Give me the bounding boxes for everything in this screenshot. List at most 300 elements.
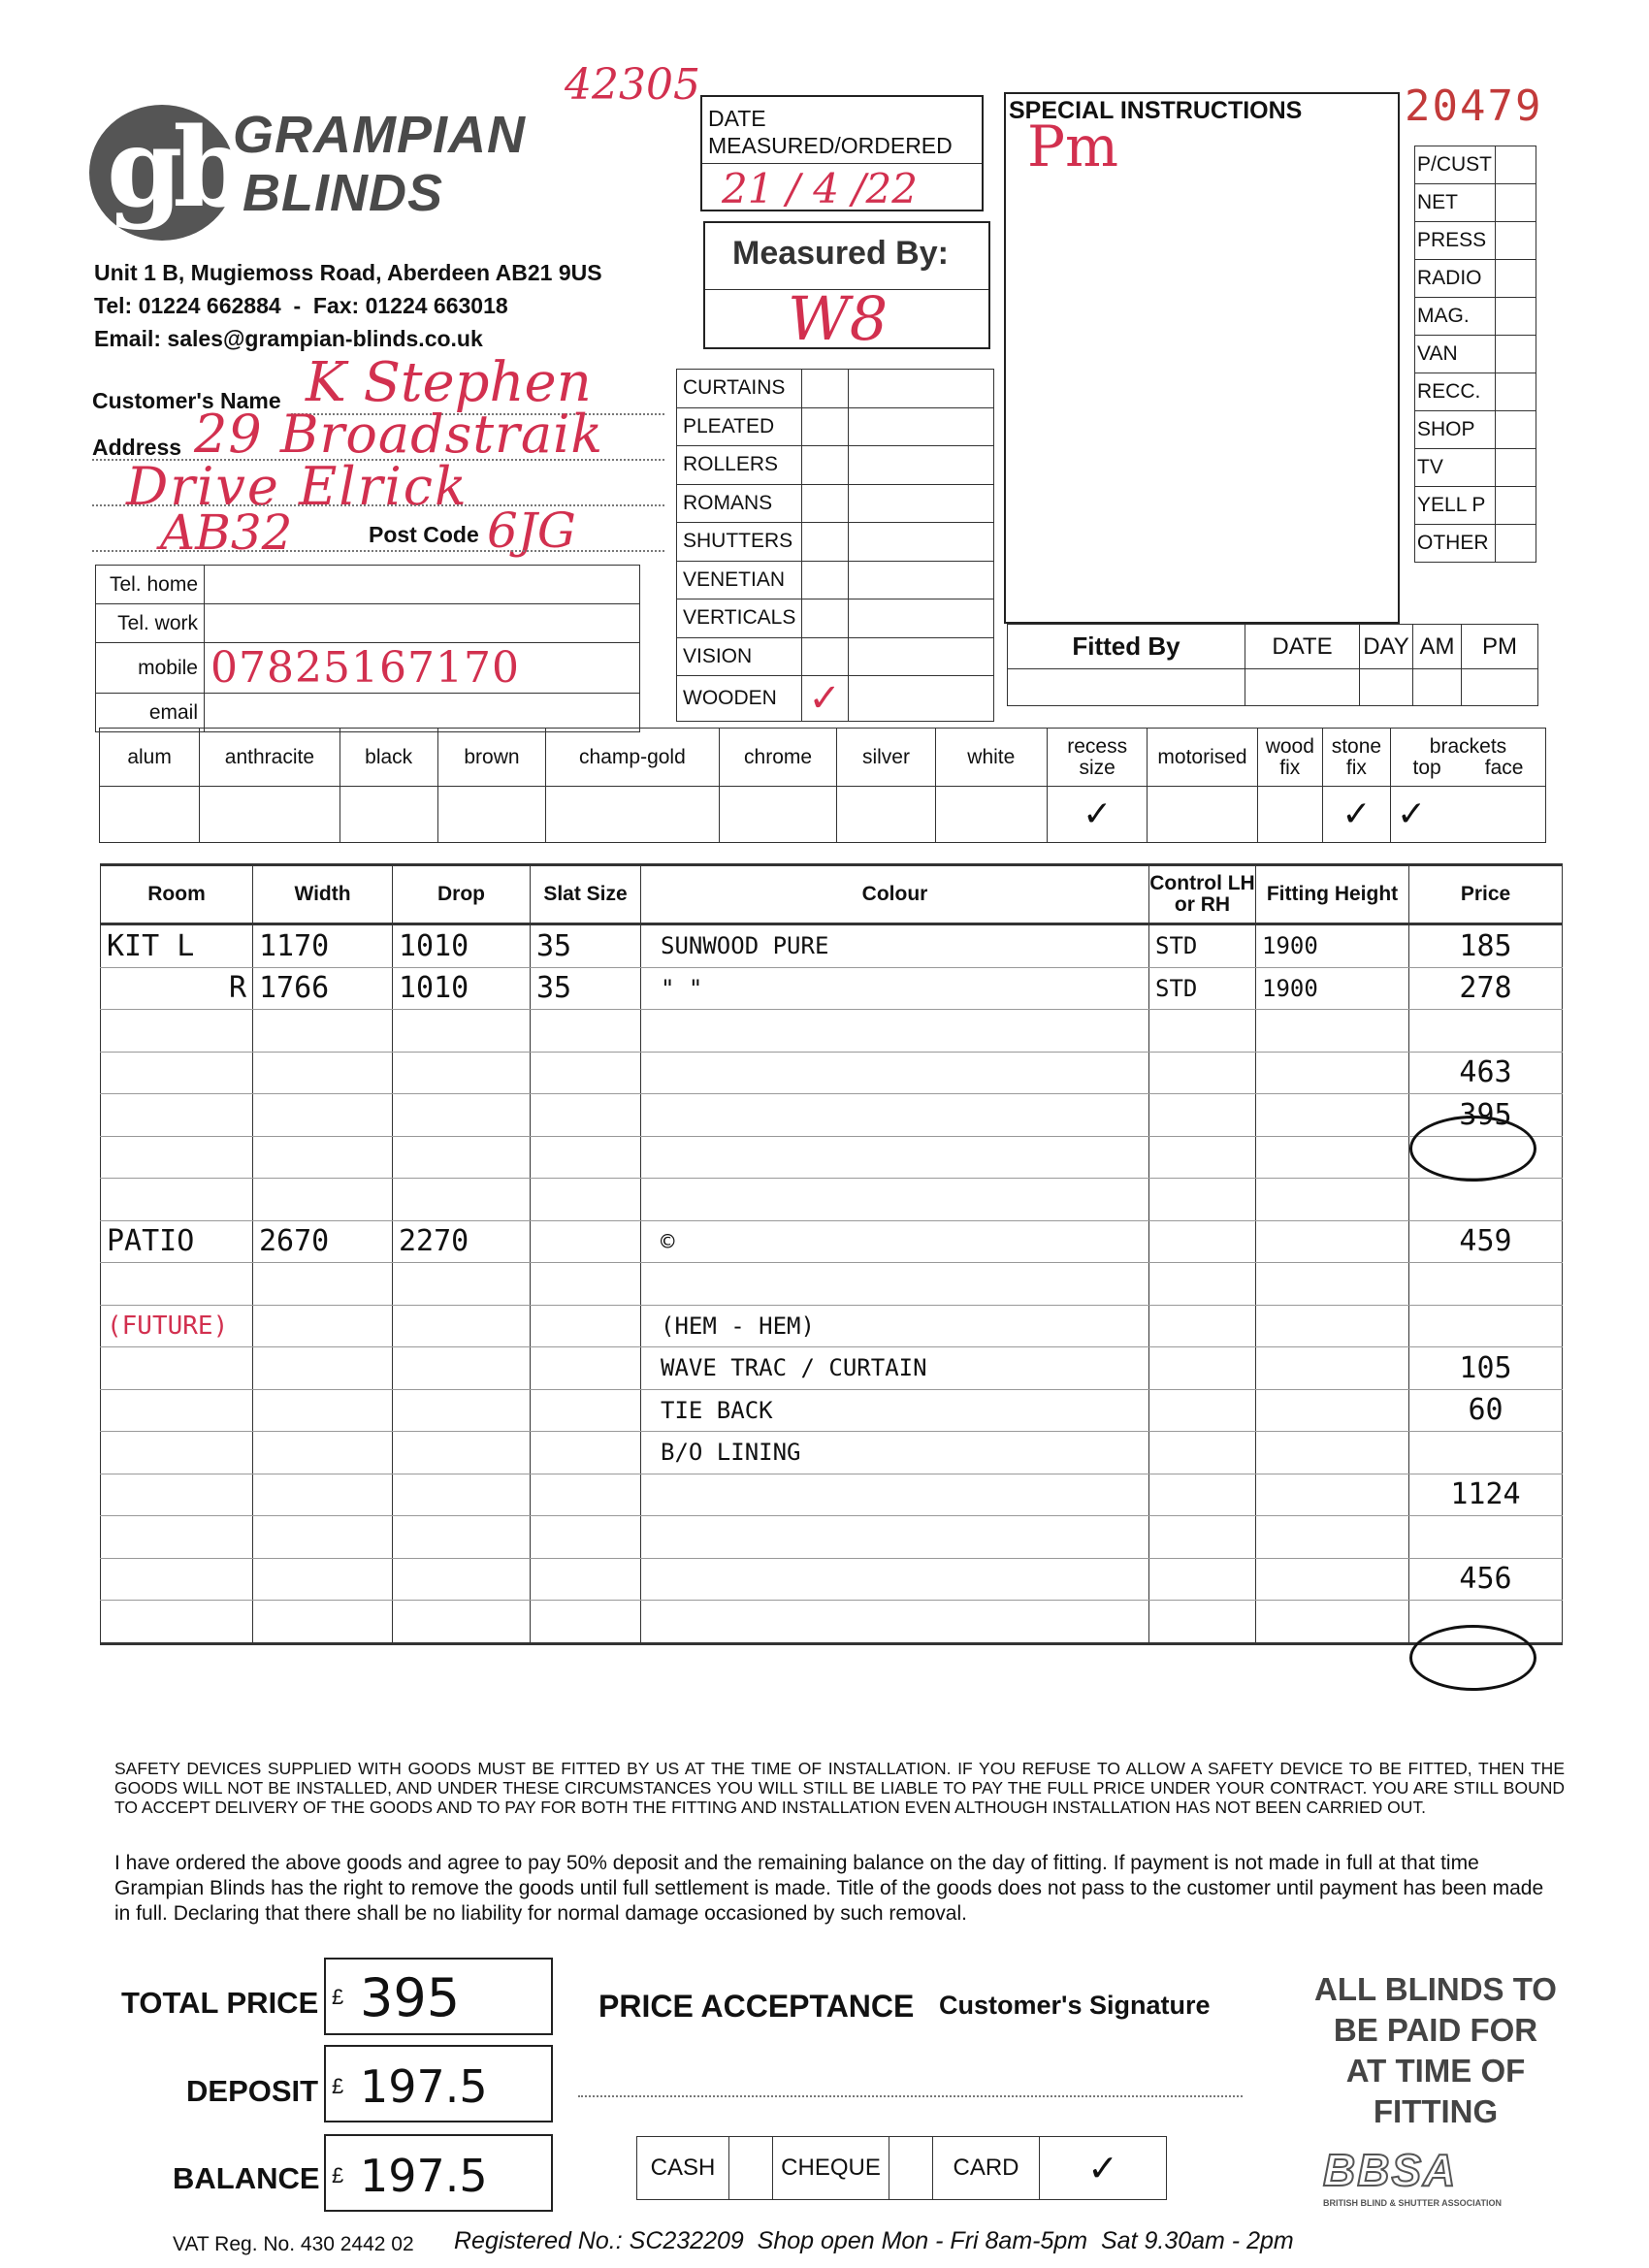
order-cell[interactable]: (HEM - HEM): [641, 1305, 1149, 1347]
order-cell[interactable]: [101, 1601, 253, 1644]
source-check[interactable]: [1496, 260, 1536, 298]
order-cell[interactable]: [101, 1558, 253, 1601]
finish-colour-label: white: [935, 729, 1048, 787]
order-cell[interactable]: 1010: [393, 924, 531, 968]
order-cell[interactable]: [393, 1136, 531, 1179]
order-cell[interactable]: [1149, 1558, 1256, 1601]
order-cell[interactable]: [641, 1010, 1149, 1053]
order-cell[interactable]: [393, 1305, 531, 1347]
order-cell[interactable]: [531, 1263, 641, 1306]
measured-by-box: [703, 221, 990, 354]
bbsa-logo: BBSA: [1323, 2145, 1458, 2195]
product-type-check[interactable]: [802, 637, 849, 676]
finish-recess-label: recess size: [1048, 729, 1148, 787]
finish-colour-label: chrome: [719, 729, 837, 787]
order-row: [101, 1474, 1563, 1516]
deposit-label: DEPOSIT: [186, 2074, 319, 2108]
order-cell[interactable]: TIE BACK: [641, 1389, 1149, 1432]
order-cell[interactable]: [253, 1601, 393, 1644]
finish-colour-field[interactable]: [719, 787, 837, 843]
finish-colour-field[interactable]: [437, 787, 545, 843]
order-cell[interactable]: [393, 1094, 531, 1137]
order-cell[interactable]: [1409, 1179, 1563, 1221]
order-table: [100, 863, 1563, 1645]
finish-brackets-top-label: top: [1412, 756, 1441, 779]
source-check[interactable]: [1496, 449, 1536, 487]
order-row: [101, 1516, 1563, 1559]
order-cell[interactable]: [253, 1052, 393, 1094]
order-column-header: Drop: [393, 865, 531, 924]
order-cell[interactable]: [393, 1010, 531, 1053]
order-cell[interactable]: [1149, 1263, 1256, 1306]
order-row: [101, 1052, 1563, 1094]
company-name-line2: BLINDS: [242, 164, 443, 222]
order-cell[interactable]: 2670: [253, 1220, 393, 1263]
source-check[interactable]: [1496, 336, 1536, 373]
order-cell[interactable]: ©: [641, 1220, 1149, 1263]
order-cell[interactable]: [393, 1558, 531, 1601]
order-cell[interactable]: [253, 1136, 393, 1179]
company-email: Email: sales@grampian-blinds.co.uk: [94, 326, 483, 351]
order-cell[interactable]: [1409, 1432, 1563, 1474]
form-number: 20479: [1405, 81, 1543, 131]
order-cell[interactable]: WAVE TRAC / CURTAIN: [641, 1347, 1149, 1390]
source-check[interactable]: [1496, 298, 1536, 336]
source-check[interactable]: [1496, 146, 1536, 184]
finish-colour-field[interactable]: [935, 787, 1048, 843]
product-type-check[interactable]: [802, 561, 849, 599]
order-cell[interactable]: [1256, 1601, 1409, 1644]
product-type-check[interactable]: ✓: [802, 676, 849, 722]
motorised-field[interactable]: [1148, 787, 1258, 843]
measured-by-label: Measured By:: [732, 235, 949, 272]
order-cell[interactable]: [393, 1347, 531, 1390]
product-type-check[interactable]: [802, 370, 849, 408]
fitted-date-field[interactable]: [1245, 669, 1360, 706]
order-cell[interactable]: [531, 1305, 641, 1347]
source-label: RECC.: [1415, 373, 1496, 411]
order-cell[interactable]: 105: [1409, 1347, 1563, 1390]
source-label: P/CUST: [1415, 146, 1496, 184]
order-cell[interactable]: " ": [641, 967, 1149, 1010]
source-check[interactable]: [1496, 222, 1536, 260]
order-cell[interactable]: [101, 1136, 253, 1179]
order-cell[interactable]: [1256, 1136, 1409, 1179]
order-cell[interactable]: [253, 1432, 393, 1474]
order-cell[interactable]: [531, 1136, 641, 1179]
product-type-notes[interactable]: [849, 484, 994, 523]
source-label: NET: [1415, 184, 1496, 222]
order-cell[interactable]: [101, 1094, 253, 1137]
customer-name: K Stephen: [306, 351, 592, 414]
product-type-notes[interactable]: [849, 637, 994, 676]
finish-colour-label: black: [340, 729, 437, 787]
fitted-day-field[interactable]: [1360, 669, 1413, 706]
fitted-by-label: Fitted By: [1008, 625, 1245, 669]
order-column-header: Room: [101, 865, 253, 924]
order-cell[interactable]: 395: [1409, 1094, 1563, 1137]
product-type-label: WOODEN: [677, 676, 802, 722]
fitted-by-field[interactable]: [1008, 669, 1245, 706]
order-cell[interactable]: [1149, 1432, 1256, 1474]
fitted-am-label: AM: [1413, 625, 1462, 669]
order-cell[interactable]: [393, 1474, 531, 1516]
order-row: [101, 1094, 1563, 1137]
date-measured-box: [700, 95, 984, 211]
date-measured-label: DATE MEASURED/ORDERED: [708, 106, 953, 158]
order-cell[interactable]: [393, 1179, 531, 1221]
order-cell[interactable]: [253, 1558, 393, 1601]
order-cell[interactable]: [1256, 1558, 1409, 1601]
order-cell[interactable]: [101, 1263, 253, 1306]
order-cell[interactable]: [531, 1558, 641, 1601]
order-cell[interactable]: [531, 1094, 641, 1137]
order-cell[interactable]: B/O LINING: [641, 1432, 1149, 1474]
product-type-notes[interactable]: [849, 407, 994, 446]
order-cell[interactable]: [531, 1389, 641, 1432]
finish-brackets-cell: [1390, 729, 1545, 787]
order-cell[interactable]: [641, 1516, 1149, 1559]
finish-colour-field[interactable]: [340, 787, 437, 843]
product-type-label: CURTAINS: [677, 370, 802, 408]
order-cell[interactable]: [253, 1389, 393, 1432]
order-cell[interactable]: 1010: [393, 967, 531, 1010]
finish-colour-label: anthracite: [200, 729, 340, 787]
source-check[interactable]: [1496, 487, 1536, 525]
order-cell[interactable]: [393, 1389, 531, 1432]
order-cell[interactable]: [641, 1474, 1149, 1516]
postcode-value: 6JG: [487, 502, 576, 559]
finish-colour-label: silver: [837, 729, 935, 787]
source-label: TV: [1415, 449, 1496, 487]
order-cell[interactable]: [531, 1432, 641, 1474]
order-cell[interactable]: [641, 1263, 1149, 1306]
bbsa-full-name: BRITISH BLIND & SHUTTER ASSOCIATION: [1323, 2198, 1502, 2208]
order-cell[interactable]: [531, 1347, 641, 1390]
source-table: [1414, 146, 1536, 563]
balance-label: BALANCE: [173, 2161, 320, 2195]
order-cell[interactable]: [393, 1052, 531, 1094]
registered-info: Registered No.: SC232209 Shop open Mon - Fri 8am-5pm Sat 9.30am - 2pm: [454, 2227, 1294, 2254]
order-cell[interactable]: [1149, 1179, 1256, 1221]
product-type-notes[interactable]: [849, 370, 994, 408]
order-cell[interactable]: [641, 1052, 1149, 1094]
notice-line2: BE PAID FOR: [1333, 2012, 1538, 2048]
order-cell[interactable]: [101, 1347, 253, 1390]
order-row: [101, 1558, 1563, 1601]
order-cell[interactable]: 456: [1409, 1558, 1563, 1601]
payment-method-table: [636, 2136, 1167, 2200]
finishes-table: [99, 728, 1546, 843]
source-check[interactable]: [1496, 411, 1536, 449]
logo-letters: gb: [107, 105, 240, 232]
product-type-label: PLEATED: [677, 407, 802, 446]
product-type-label: ROMANS: [677, 484, 802, 523]
finish-colour-field[interactable]: [100, 787, 200, 843]
finish-stone-fix-label: stone fix: [1322, 729, 1390, 787]
order-cell[interactable]: 35: [531, 924, 641, 968]
order-column-header: Width: [253, 865, 393, 924]
source-check[interactable]: [1496, 525, 1536, 563]
order-cell[interactable]: [641, 1558, 1149, 1601]
order-cell[interactable]: [1149, 1052, 1256, 1094]
address-line3: AB32: [160, 504, 293, 561]
order-cell[interactable]: [253, 1305, 393, 1347]
order-cell[interactable]: [531, 1220, 641, 1263]
order-row: [101, 1432, 1563, 1474]
order-cell[interactable]: 463: [1409, 1052, 1563, 1094]
order-cell[interactable]: 2270: [393, 1220, 531, 1263]
order-cell[interactable]: [1256, 1516, 1409, 1559]
order-cell[interactable]: [531, 1179, 641, 1221]
order-cell[interactable]: [1149, 1305, 1256, 1347]
order-cell[interactable]: 185: [1409, 924, 1563, 968]
product-type-check[interactable]: [802, 407, 849, 446]
order-cell[interactable]: [531, 1601, 641, 1644]
order-row: [101, 1389, 1563, 1432]
order-cell[interactable]: [253, 1474, 393, 1516]
product-type-notes[interactable]: [849, 599, 994, 638]
order-cell[interactable]: [641, 1601, 1149, 1644]
finish-brackets-face-label: face: [1484, 756, 1524, 779]
order-cell[interactable]: [1149, 1389, 1256, 1432]
order-row: [101, 1220, 1563, 1263]
order-cell[interactable]: 35: [531, 967, 641, 1010]
order-cell[interactable]: [531, 1516, 641, 1559]
order-cell[interactable]: [1256, 1179, 1409, 1221]
product-type-check[interactable]: [802, 523, 849, 562]
fitted-pm-field[interactable]: [1462, 669, 1538, 706]
finish-colour-field[interactable]: [837, 787, 935, 843]
email-field[interactable]: [205, 694, 640, 732]
tel-home-label: Tel. home: [96, 566, 205, 604]
order-cell[interactable]: [1256, 1052, 1409, 1094]
order-cell[interactable]: [253, 1516, 393, 1559]
order-cell[interactable]: KIT L: [101, 924, 253, 968]
order-cell[interactable]: [101, 1389, 253, 1432]
product-type-check[interactable]: [802, 484, 849, 523]
order-cell[interactable]: [1256, 1389, 1409, 1432]
order-cell[interactable]: [531, 1474, 641, 1516]
special-instructions-value[interactable]: Pm: [1027, 113, 1119, 179]
order-column-header: Colour: [641, 865, 1149, 924]
product-type-check[interactable]: [802, 446, 849, 485]
card-label: CARD: [933, 2137, 1040, 2200]
order-cell[interactable]: [1149, 1220, 1256, 1263]
order-cell[interactable]: [1256, 1220, 1409, 1263]
order-cell[interactable]: [1256, 1474, 1409, 1516]
notice-line4: FITTING: [1373, 2093, 1499, 2129]
order-cell[interactable]: [393, 1263, 531, 1306]
order-cell[interactable]: [101, 1516, 253, 1559]
order-cell[interactable]: STD: [1149, 967, 1256, 1010]
order-cell[interactable]: [1256, 1010, 1409, 1053]
order-cell[interactable]: [1149, 1347, 1256, 1390]
card-checkbox[interactable]: ✓: [1040, 2137, 1167, 2200]
order-cell[interactable]: [101, 1052, 253, 1094]
job-reference: 42305: [565, 60, 700, 110]
source-check[interactable]: [1496, 184, 1536, 222]
order-cell[interactable]: [1149, 1516, 1256, 1559]
order-cell[interactable]: [1256, 1263, 1409, 1306]
order-row: [101, 1347, 1563, 1390]
order-row: [101, 1010, 1563, 1053]
cash-checkbox[interactable]: [729, 2137, 773, 2200]
deposit-terms: I have ordered the above goods and agree to pay 50% deposit and the remaining balance on the day of fitting. If payment is not made in full at that time Grampian Blinds has the right to remove the goods until full settlement is made. Title of the goods does not pass to the customer until payment has been made in full. Declaring that there shall be no liability for normal damage occasioned by such removal.: [114, 1852, 1544, 1925]
product-type-label: ROLLERS: [677, 446, 802, 485]
deposit-value: 197.5: [360, 2060, 488, 2113]
source-label: OTHER: [1415, 525, 1496, 563]
order-cell[interactable]: [531, 1010, 641, 1053]
company-phones: Tel: 01224 662884 - Fax: 01224 663018: [94, 293, 508, 318]
order-column-header: Control LH or RH: [1149, 865, 1256, 924]
order-cell[interactable]: 1900: [1256, 924, 1409, 968]
order-cell[interactable]: [1149, 1474, 1256, 1516]
order-cell[interactable]: [1256, 1094, 1409, 1137]
wood-fix-field[interactable]: [1257, 787, 1322, 843]
product-type-check[interactable]: [802, 599, 849, 638]
company-name-line1: GRAMPIAN: [233, 106, 526, 164]
tel-work-label: Tel. work: [96, 604, 205, 643]
order-cell[interactable]: [393, 1432, 531, 1474]
balance-currency: £: [332, 2163, 344, 2187]
order-column-header: Slat Size: [531, 865, 641, 924]
order-row: [101, 1263, 1563, 1306]
address-line1: 29 Broadstraik: [194, 404, 604, 465]
finish-colour-field[interactable]: [200, 787, 340, 843]
order-cell[interactable]: 60: [1409, 1389, 1563, 1432]
deposit-box[interactable]: [324, 2045, 553, 2122]
order-cell[interactable]: [531, 1052, 641, 1094]
order-cell[interactable]: 278: [1409, 967, 1563, 1010]
finish-colour-field[interactable]: [546, 787, 720, 843]
source-label: RADIO: [1415, 260, 1496, 298]
order-row: [101, 1179, 1563, 1221]
order-cell[interactable]: [641, 1179, 1149, 1221]
price-acceptance-label: PRICE ACCEPTANCE: [598, 1989, 915, 2024]
finish-colour-label: alum: [100, 729, 200, 787]
notice-line3: AT TIME OF: [1345, 2053, 1526, 2089]
deposit-currency: £: [332, 2074, 344, 2098]
order-cell[interactable]: SUNWOOD PURE: [641, 924, 1149, 968]
order-cell[interactable]: 1766: [253, 967, 393, 1010]
total-currency: £: [332, 1985, 344, 2009]
source-label: MAG.: [1415, 298, 1496, 336]
measured-by-value: W8: [788, 283, 889, 354]
order-cell[interactable]: [101, 1010, 253, 1053]
signature-label: Customer's Signature: [939, 1991, 1211, 2020]
order-cell[interactable]: PATIO: [101, 1220, 253, 1263]
order-cell[interactable]: [393, 1516, 531, 1559]
order-cell[interactable]: [1409, 1263, 1563, 1306]
stone-fix-tick[interactable]: ✓: [1322, 787, 1390, 843]
order-cell[interactable]: [101, 1432, 253, 1474]
product-type-notes[interactable]: [849, 446, 994, 485]
product-type-table: [676, 369, 994, 722]
fitted-am-field[interactable]: [1413, 669, 1462, 706]
total-price-box[interactable]: [324, 1958, 553, 2035]
finish-colour-label: brown: [437, 729, 545, 787]
payment-notice: [1290, 1969, 1581, 2132]
order-cell[interactable]: 1124: [1409, 1474, 1563, 1516]
safety-notice: SAFETY DEVICES SUPPLIED WITH GOODS MUST BE FITTED BY US AT THE TIME OF INSTALLATION. IF YOU REFUSE TO ALLOW A SAFETY DEVICE TO BE FITTED, THEN THE GOODS WILL NOT BE INSTALLED, AND UNDER THESE CIRCUMSTANCES YOU WILL STILL BE LIABLE TO PAY THE FULL PRICE UNDER YOUR CONTRACT. YOU ARE STILL BOUND TO ACCEPT DELIVERY OF THE GOODS AND TO PAY FOR BOTH THE FITTING AND INSTALLATION EVEN ALTHOUGH INSTALLATION HAS NOT BEEN CARRIED OUT.: [114, 1759, 1565, 1817]
order-cell[interactable]: [641, 1094, 1149, 1137]
cheque-label: CHEQUE: [773, 2137, 889, 2200]
order-cell[interactable]: 1900: [1256, 967, 1409, 1010]
source-label: VAN: [1415, 336, 1496, 373]
source-check[interactable]: [1496, 373, 1536, 411]
signature-line[interactable]: [578, 2095, 1243, 2097]
order-cell[interactable]: 459: [1409, 1220, 1563, 1263]
total-price-value: 395: [360, 1967, 461, 2028]
order-cell[interactable]: [253, 1263, 393, 1306]
order-cell[interactable]: [253, 1010, 393, 1053]
order-cell[interactable]: [1256, 1432, 1409, 1474]
order-cell[interactable]: [253, 1179, 393, 1221]
order-row: [101, 967, 1563, 1010]
order-cell[interactable]: [1409, 1010, 1563, 1053]
order-cell[interactable]: (FUTURE): [101, 1305, 253, 1347]
finish-brackets-label: brackets: [1429, 734, 1507, 758]
cash-label: CASH: [637, 2137, 729, 2200]
email-label: email: [96, 694, 205, 732]
product-type-notes[interactable]: [849, 676, 994, 722]
date-measured-value: 21 / 4 /22: [722, 165, 918, 212]
order-cell[interactable]: STD: [1149, 924, 1256, 968]
order-cell[interactable]: [641, 1136, 1149, 1179]
order-cell[interactable]: [1149, 1094, 1256, 1137]
source-label: YELL P: [1415, 487, 1496, 525]
tel-home-field[interactable]: [205, 566, 640, 604]
company-address: Unit 1 B, Mugiemoss Road, Aberdeen AB21 9US: [94, 260, 602, 285]
order-cell[interactable]: [1149, 1136, 1256, 1179]
customer-name-label: Customer's Name: [92, 388, 281, 413]
product-type-notes[interactable]: [849, 523, 994, 562]
order-cell[interactable]: [253, 1094, 393, 1137]
balance-box[interactable]: [324, 2134, 553, 2212]
postcode-label: Post Code: [369, 522, 479, 547]
order-cell[interactable]: R: [101, 967, 253, 1010]
order-cell[interactable]: [1409, 1305, 1563, 1347]
product-type-label: SHUTTERS: [677, 523, 802, 562]
order-cell[interactable]: [1149, 1010, 1256, 1053]
cheque-checkbox[interactable]: [889, 2137, 933, 2200]
order-cell[interactable]: [101, 1179, 253, 1221]
finish-motorised-label: motorised: [1148, 729, 1258, 787]
order-cell[interactable]: [1409, 1516, 1563, 1559]
order-cell[interactable]: [1149, 1601, 1256, 1644]
product-type-notes[interactable]: [849, 561, 994, 599]
tel-work-field[interactable]: [205, 604, 640, 643]
order-cell[interactable]: [1256, 1347, 1409, 1390]
vat-number: VAT Reg. No. 430 2442 02: [173, 2233, 414, 2255]
fitted-pm-label: PM: [1462, 625, 1538, 669]
special-instructions-box: [1004, 92, 1400, 624]
subtotal-circle: [1409, 1116, 1536, 1182]
order-cell[interactable]: [1256, 1305, 1409, 1347]
brackets-top-tick[interactable]: ✓: [1390, 787, 1545, 843]
address-label: Address: [92, 435, 182, 460]
mobile-value[interactable]: 07825167170: [205, 643, 640, 694]
order-cell[interactable]: [393, 1601, 531, 1644]
special-instructions-label: SPECIAL INSTRUCTIONS: [1009, 97, 1303, 124]
order-row: [101, 1136, 1563, 1179]
recess-tick[interactable]: ✓: [1048, 787, 1148, 843]
order-cell[interactable]: [101, 1474, 253, 1516]
notice-line1: ALL BLINDS TO: [1314, 1971, 1557, 2007]
order-cell[interactable]: [253, 1347, 393, 1390]
order-cell[interactable]: 1170: [253, 924, 393, 968]
